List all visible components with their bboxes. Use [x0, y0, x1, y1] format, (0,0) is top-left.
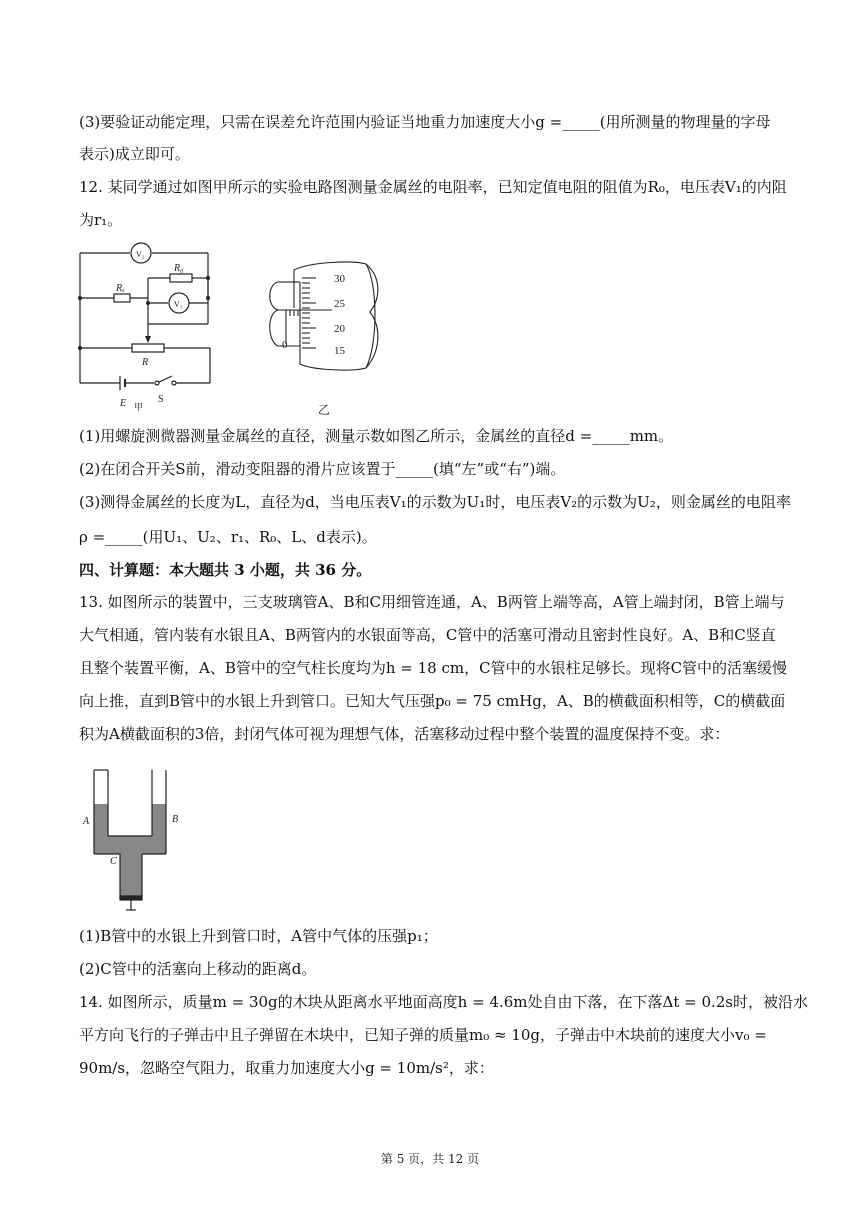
rx-label: Rₓ [116, 283, 125, 294]
tube-b-label: B [172, 814, 179, 825]
thimble-tick-20: 20 [334, 323, 345, 335]
thimble-tick-30: 30 [334, 273, 345, 285]
p13-q2: (2)C管中的活塞向上移动的距离d。 [79, 960, 317, 978]
p11-q3-line1: (3)要验证动能定理，只需在误差允许范围内验证当地重力加速度大小g =_____(用所测量的物理量的字母 [79, 113, 771, 131]
circuit-diagram [76, 240, 216, 412]
p12-q3-line2: ρ =_____(用U₁、U₂、r₁、R₀、L、d表示)。 [79, 528, 377, 546]
fig-jia-label: 甲 [134, 402, 144, 412]
p13-line4: 向上推，直到B管中的水银上升到管口。已知大气压强p₀ = 75 cmHg，A、B的横截面积相等，C的横截面 [79, 692, 786, 710]
tube-c-label: C [110, 856, 117, 867]
sleeve-tick-0: 0 [282, 339, 288, 351]
p12-q3-line1: (3)测得金属丝的长度为L，直径为d，当电压表V₁的示数为U₁时，电压表V₂的示数为U₂，则金属丝的电阻率 [79, 493, 791, 511]
p12-intro-line1: 12. 某同学通过如图甲所示的实验电路图测量金属丝的电阻率，已知定值电阻的阻值为R₀，电压表V₁的内阻 [79, 178, 787, 196]
r0-label: R₀ [174, 263, 184, 274]
p13-line1: 13. 如图所示的装置中，三支玻璃管A、B和C用细管连通，A、B两管上端等高，A管上端封闭，B管上端与 [79, 593, 785, 611]
tube-a-label: A [83, 816, 90, 827]
p14-line2: 平方向飞行的子弹击中且子弹留在木块中，已知子弹的质量m₀ ≈ 10g，子弹击中木块前的速度大小v₀ = [79, 1026, 767, 1044]
p12-intro-line2: 为r₁。 [79, 211, 123, 229]
p12-q1: (1)用螺旋测微器测量金属丝的直径，测量示数如图乙所示，金属丝的直径d =_____mm。 [79, 427, 674, 445]
thimble-tick-15: 15 [334, 345, 345, 357]
thimble-tick-25: 25 [334, 298, 345, 310]
p14-line3: 90m/s，忽略空气阻力，取重力加速度大小g = 10m/s²，求： [79, 1059, 494, 1077]
p12-q2: (2)在闭合开关S前，滑动变阻器的滑片应该置于_____(填“左”或“右”)端。 [79, 460, 566, 478]
tube-apparatus-figure [80, 764, 190, 914]
p14-line1: 14. 如图所示，质量m = 30g的木块从距离水平地面高度h = 4.6m处自由下落，在下落Δt = 0.2s时，被沿水 [79, 993, 809, 1011]
s-label: S [158, 394, 164, 405]
page-footer: 第 5 页，共 12 页 [380, 1152, 480, 1166]
p13-line5: 积为A横截面积的3倍，封闭气体可视为理想气体，活塞移动过程中整个装置的温度保持不变。求： [79, 725, 730, 743]
p11-q3-line2: 表示)成立即可。 [79, 145, 190, 163]
p13-line2: 大气相通，管内装有水银且A、B两管内的水银面等高，C管中的活塞可滑动且密封性良好。A、B和C竖直 [79, 626, 776, 644]
v2-label: V₂ [136, 250, 145, 259]
section-heading: 四、计算题：本大题共 3 小题，共 36 分。 [79, 561, 372, 579]
e-label: E [120, 398, 127, 409]
r-label: R [142, 357, 149, 368]
fig-yi-label: 乙 [318, 403, 331, 417]
p13-line3: 且整个装置平衡，A、B管中的空气柱长度均为h = 18 cm，C管中的水银柱足够长。现将C管中的活塞缓慢 [79, 659, 788, 677]
v1-label: V₁ [174, 300, 183, 309]
p13-q1: (1)B管中的水银上升到管口时，A管中气体的压强p₁； [79, 927, 438, 945]
micrometer-figure [262, 256, 384, 420]
